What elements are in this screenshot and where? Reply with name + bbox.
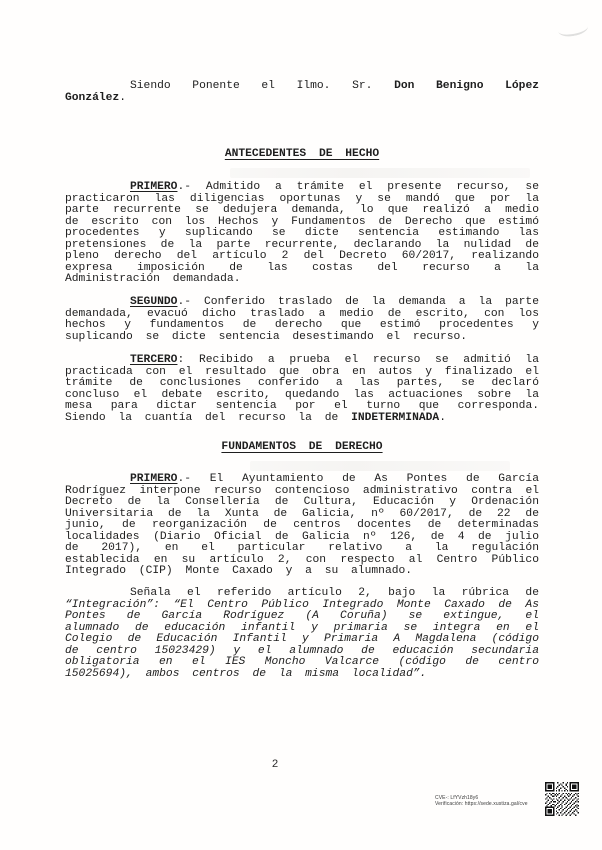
opening-paragraph [65,81,539,104]
verification-url: Verificación: https://sede.xustiza.gal/cve [435,800,528,807]
paragraph-text: Admitido a trámite el presente recurso, se practicaron las diligencias oportunas y se mandó que por la parte recurrente se dedujera demanda, lo que realizó a medio de escrito con los Hechos y Fundamentos de Derecho que estimó procedentes y suplicando se dicte sentencia estimando las pretensiones de la parte recurrente, declarando la nulidad de pleno derecho del artículo 2 del Decreto 60/2017, realizando expresa imposición de las costas del recurso a la Administración demandada. [65,181,539,285]
paragraph-label: PRIMERO [130,181,178,193]
paragraph-primero-fundamentos [65,474,539,578]
paragraph-articulo-2-quote [65,588,539,680]
paragraph-segundo-hechos [65,297,539,343]
paragraph-text: Conferido traslado de la demanda a la parte demandada, evacuó dicho traslado a medio de escrito, con los hechos y fundamentos de derecho que estimó procedentes y suplicando se dicte sentencia desestimando el recurso. [65,296,539,343]
heading-text: ANTECEDENTES DE HECHO [224,148,380,160]
bleed-through-artifact [230,168,530,178]
qr-code-icon [545,782,579,816]
paragraph-separator: .- [177,181,206,193]
page-number: 2 [271,759,279,771]
opening-text: Siendo Ponente el Ilmo. Sr. [130,80,395,92]
heading-antecedentes-de-hecho [65,149,539,161]
cuantia-indeterminada: INDETERMINADA [351,411,440,424]
heading-text: FUNDAMENTOS DE DERECHO [221,441,383,453]
paragraph-text: El Ayuntamiento de As Pontes de García Rodríguez interpone recurso contencioso administrativo contra el Decreto de la Consellería de Cultura, Educación y Ordenación Universitaria de la Xunta de Galicia, nº 60/2017, de 22 de junio, de reorganización de centros docentes de determinadas localidades (Diario Oficial de Galicia nº 126, de 4 de julio de 2017), en el particular relativo a la regulación establecida en su artículo 2, con respecto al Centro Público Integrado (CIP) Monte Caxado y a su alumnado. [65,473,539,577]
paragraph-intro: Señala el referido artículo 2, bajo la rúbrica de [130,587,539,599]
paragraph-label: TERCERO [130,354,178,366]
bleed-through-artifact [250,461,510,471]
verification-block [435,796,540,807]
paragraph-period: . [439,411,446,424]
heading-fundamentos-de-derecho [65,442,539,454]
opening-period: . [119,91,127,104]
decree-quote: “Integración”: “El Centro Público Integrado Monte Caxado de As Pontes de García Rodríguez (A Coruña) se extingue, el alumnado de educación infantil y primaria se integra en el Colegio de Educación Infantil y Primaria A Magdalena (código de centro 15023429) y el alumnado de educación secundaria obligatoria en el IES Moncho Valcarce (código de centro 15025694), ambos centros de la misma localidad”. [65,598,539,680]
paragraph-separator: : [177,354,199,366]
paragraph-text: Recibido a prueba el recurso se admitió la practicada con el resultado que obra en autos y finalizado el trámite de conclusiones conferido a las partes, se declaró concluso el debate escrito, quedando las actuaciones sobre la mesa para dictar sentencia por el turno que corresponda. Siendo la cuantía del recurso la de [65,354,539,424]
paragraph-label: PRIMERO [130,473,178,485]
paragraph-tercero-hechos [65,355,539,424]
scan-artifact [557,20,589,39]
paragraph-label: SEGUNDO [130,296,178,308]
paragraph-separator: .- [177,473,210,485]
cve-code: CVE-: LfYVzh18y6 [435,795,479,801]
ponente-name: Don Benigno López González [65,80,540,104]
paragraph-separator: .- [177,296,205,308]
paragraph-primero-hechos [65,182,539,286]
